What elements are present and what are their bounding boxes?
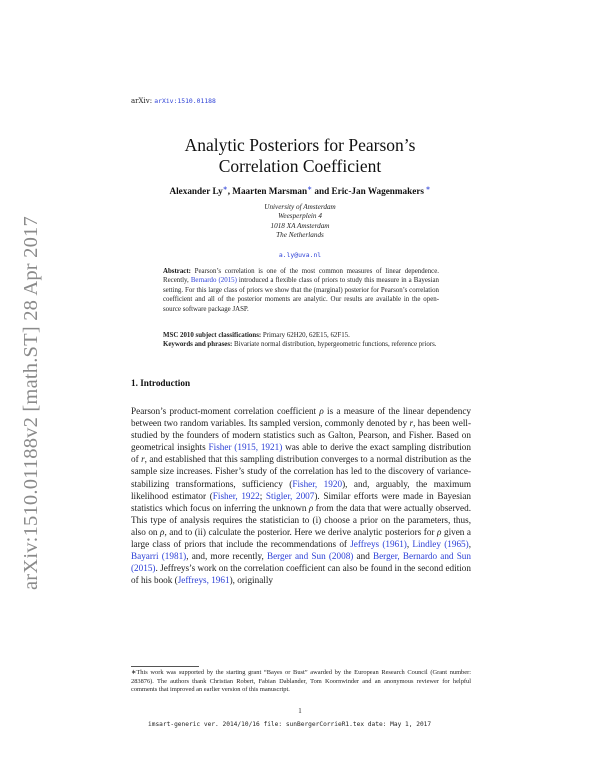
body-text: , and to (ii) calculate the posterior. Here we derive analytic posteriors for bbox=[164, 526, 438, 537]
citation-link-berger-bernardo-sun-2015[interactable]: Berger, Bernardo and Sun (2015) bbox=[131, 551, 471, 574]
arxiv-margin-stamp: arXiv:1510.01188v2 [math.ST] 28 Apr 2017 bbox=[20, 216, 42, 590]
title-line-1: Analytic Posteriors for Pearson’s bbox=[184, 135, 416, 155]
math-rho: ρ bbox=[160, 526, 165, 537]
affiliation-line-2: Weesperplein 4 bbox=[278, 212, 322, 221]
title-line-2: Correlation Coefficient bbox=[218, 156, 382, 176]
body-text: . Jeffreys’s work on the correlation coefficient can also be found in the second edition of his book ( bbox=[131, 563, 471, 586]
page-number: 1 bbox=[298, 708, 302, 715]
math-r: r bbox=[141, 454, 145, 465]
footnote-rule bbox=[131, 666, 199, 667]
body-text: and bbox=[353, 551, 373, 562]
body-text: ). Similar efforts were made in Bayesian statistics which focus on inferring the unknown bbox=[131, 490, 471, 513]
citation-link-jeffreys-1961-book[interactable]: Jeffreys, 1961 bbox=[177, 575, 230, 586]
body-text: , and established that this sampling distribution converges to a normal distribution as the sample size increases. Fisher’s study of the correlation has led to the discovery of variance-stabilizing transformations, sufficiency ( bbox=[131, 454, 471, 489]
author-2: , Maarten Marsman bbox=[227, 186, 308, 197]
section-heading-introduction: 1. Introduction bbox=[131, 378, 191, 388]
body-text: , and, more recently, bbox=[186, 551, 267, 562]
abstract bbox=[163, 267, 439, 314]
citation-link-fisher-1922[interactable]: Fisher, 1922 bbox=[212, 490, 260, 501]
body-text: Pearson’s product-moment correlation coefficient bbox=[131, 406, 320, 416]
citation-link-lindley-1965[interactable]: Lindley (1965) bbox=[412, 539, 469, 550]
abstract-text-1: Pearson’s correlation is one of the most common measures of linear dependence. Recently, bbox=[163, 268, 439, 285]
abstract-text-2: introduced a flexible class of priors to study this measure in a Bayesian setting. For this large class of priors we show that the (marginal) posterior for Pearson’s correlation coefficient and all of the posterior moments are analytic. Our results are available in the open-source software package JASP. bbox=[163, 277, 439, 313]
citation-link-berger-sun-2008[interactable]: Berger and Sun (2008) bbox=[266, 551, 354, 562]
body-text: is a measure of the linear dependency between two random variables. Its sampled version, commonly denoted by bbox=[131, 406, 472, 429]
author-3: and Eric-Jan Wagenmakers bbox=[312, 186, 424, 197]
math-rho: ρ bbox=[319, 406, 324, 416]
citation-link-jeffreys-1961[interactable]: Jeffreys (1961) bbox=[350, 539, 407, 550]
body-text: given a large class of priors that include the recommendations of bbox=[131, 526, 471, 550]
abstract-label: Abstract: bbox=[163, 268, 191, 275]
math-rho: ρ bbox=[437, 526, 442, 537]
citation-link-fisher-1920[interactable]: Fisher, 1920 bbox=[292, 478, 343, 489]
body-text: ), and, arguably, the maximum likelihood estimator ( bbox=[131, 478, 471, 501]
author-1: Alexander Ly bbox=[169, 186, 223, 197]
keywords-text: Bivariate normal distribution, hypergeometric functions, reference priors. bbox=[232, 341, 437, 348]
author-3-footnote-mark[interactable]: ∗ bbox=[423, 186, 431, 192]
body-text: , bbox=[406, 539, 413, 550]
affiliation-line-1: University of Amsterdam bbox=[264, 203, 336, 211]
author-2-footnote-mark[interactable]: ∗ bbox=[307, 186, 313, 192]
keywords-label: Keywords and phrases: bbox=[163, 341, 233, 348]
arxiv-reference bbox=[131, 97, 216, 105]
footnote: ∗This work was supported by the starting grant “Bayes or Bust” awarded by the European Research Council (Grant number: 283876). The authors thank Christian Robert, Fabian Dablander, Tom Koornwinder and an anonymous reviewer for helpful comments that improved an earlier version of this manuscript. bbox=[131, 669, 471, 694]
introduction-paragraph bbox=[131, 405, 471, 586]
body-text: , has been well-studied by the founders of modern statistics such as Galton, Pearson, and Fisher. Based on geometrical insights bbox=[131, 418, 472, 453]
body-text: , bbox=[468, 539, 471, 550]
msc-label: MSC 2010 subject classifications: bbox=[163, 332, 262, 339]
affiliation-line-4: The Netherlands bbox=[276, 231, 324, 240]
msc-classifications bbox=[163, 331, 439, 340]
author-list bbox=[0, 185, 600, 196]
citation-link-bayarri-1981[interactable]: Bayarri (1981) bbox=[131, 551, 187, 562]
citation-link-fisher-1915-1921[interactable]: Fisher (1915, 1921) bbox=[208, 442, 283, 453]
arxiv-label: arXiv: bbox=[131, 97, 153, 105]
keywords bbox=[163, 340, 439, 349]
document-footer: imsart-generic ver. 2014/10/16 file: sunBergerCorrieR1.tex date: May 1, 2017 bbox=[148, 721, 432, 728]
paper-title bbox=[0, 135, 600, 177]
author-email-link[interactable]: a.ly@uva.nl bbox=[278, 251, 322, 259]
math-rho: ρ bbox=[308, 502, 314, 513]
body-text: from the data that were actually observed. This type of analysis requires the statistician to (i) choose a prior on the parameters, thus, also on bbox=[131, 502, 471, 537]
affiliation bbox=[0, 203, 600, 241]
citation-link-bernardo-2015[interactable]: Bernardo (2015) bbox=[190, 277, 237, 285]
math-r: r bbox=[409, 418, 414, 429]
body-text: was able to derive the exact sampling distribution of bbox=[131, 442, 471, 465]
msc-text: Primary 62H20, 62E15, 62F15. bbox=[261, 332, 350, 339]
author-1-footnote-mark[interactable]: ∗ bbox=[222, 186, 228, 192]
body-text: ), originally bbox=[229, 575, 273, 586]
body-text: ; bbox=[259, 490, 266, 501]
arxiv-id-link[interactable]: arXiv:1510.01188 bbox=[154, 97, 216, 105]
affiliation-line-3: 1018 XA Amsterdam bbox=[270, 221, 330, 230]
citation-link-stigler-2007[interactable]: Stigler, 2007 bbox=[265, 490, 315, 501]
